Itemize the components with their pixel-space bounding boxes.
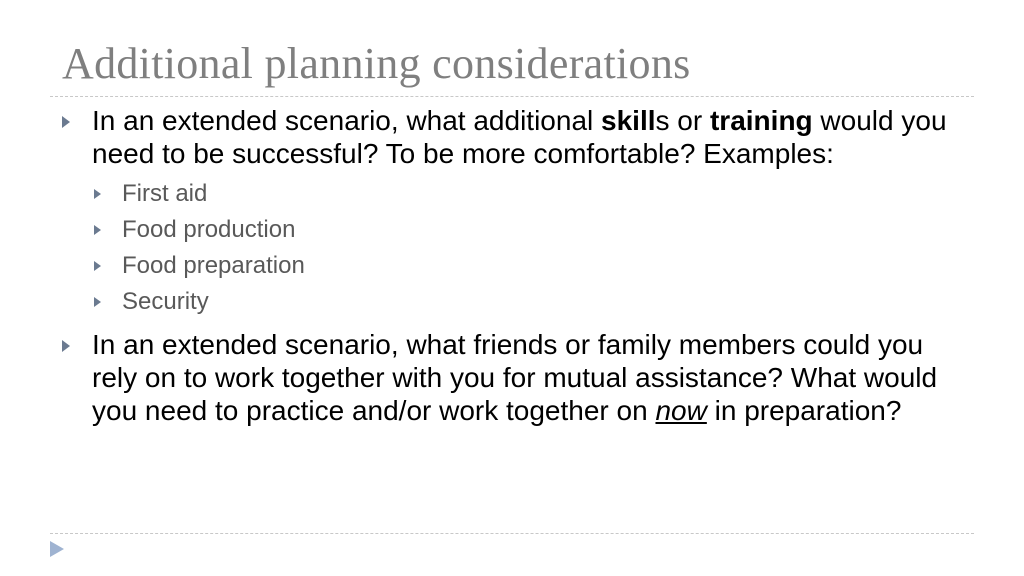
sub-bullet-item: [62, 284, 972, 320]
title-divider: [50, 96, 974, 97]
sub-bullet-item: [62, 176, 972, 212]
sub-bullet-label: Food preparation: [122, 252, 305, 279]
bullet-text: In an extended scenario, what additional: [92, 105, 602, 136]
triangle-bullet-icon: [94, 189, 101, 199]
footer-divider: [50, 533, 974, 534]
bullet-bold-training: training: [709, 105, 813, 136]
bullet-bold-skill: skill: [601, 105, 656, 136]
sub-bullet-label: Food production: [122, 216, 296, 243]
triangle-bullet-icon: [62, 116, 70, 128]
bullet-item-friends-family: [62, 328, 972, 427]
triangle-bullet-icon: [94, 261, 101, 271]
sub-bullet-item: [62, 248, 972, 284]
triangle-bullet-icon: [94, 297, 101, 307]
bullet-emphasis-now: now: [655, 395, 707, 426]
bullet-text: would you need to be successful? To be more comfortable? Examples:: [92, 105, 947, 169]
sub-bullet-label: Security: [122, 288, 209, 315]
play-arrow-icon[interactable]: [50, 541, 64, 557]
bullet-text: s or: [655, 105, 710, 136]
sub-bullet-item: [62, 212, 972, 248]
slide-title: Additional planning considerations: [62, 39, 691, 88]
triangle-bullet-icon: [62, 340, 70, 352]
triangle-bullet-icon: [94, 225, 101, 235]
bullet-text: in preparation?: [706, 395, 902, 426]
bullet-item-skills: [62, 104, 972, 170]
sub-bullet-label: First aid: [122, 180, 208, 207]
bullet-list: [62, 104, 972, 427]
bullet-text: In an extended scenario, what friends or family members could you rely on to work together with you for mutual assistance? What would you need to practice and/or work together on: [92, 329, 938, 426]
sub-bullet-list: [62, 176, 972, 320]
